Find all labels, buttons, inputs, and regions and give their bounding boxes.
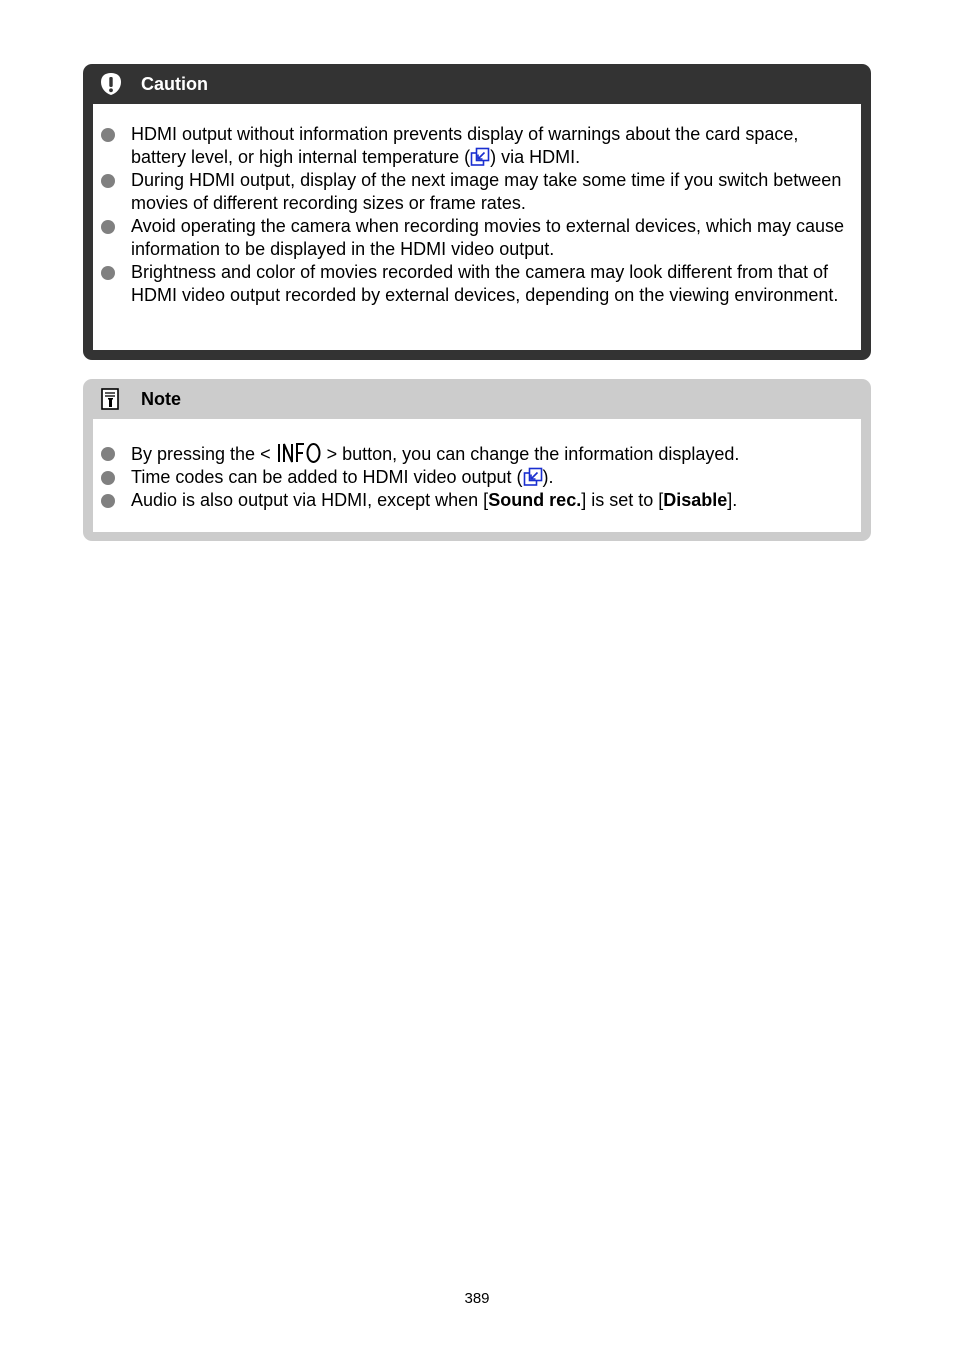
bullet-icon — [101, 447, 115, 461]
list-item: By pressing the < > button, you can change the information displayed. — [93, 442, 861, 466]
caution-body — [93, 104, 861, 350]
caution-box — [83, 64, 871, 360]
bullet-icon — [101, 128, 115, 142]
menu-setting-disable: Disable — [663, 490, 728, 510]
list-item: Avoid operating the camera when recording movies to external devices, which may cause information to be displayed in the HDMI video output. — [93, 215, 861, 261]
note-list — [93, 442, 861, 512]
note-header — [83, 379, 871, 419]
caution-title: Caution — [141, 73, 208, 94]
bullet-icon — [101, 174, 115, 188]
list-item: Audio is also output via HDMI, except when [Sound rec.] is set to [Disable]. — [93, 489, 861, 512]
page-number: 389 — [464, 1290, 490, 1307]
page-reference-link[interactable] — [470, 147, 490, 167]
caution-list — [93, 123, 861, 307]
menu-setting-sound-rec: Sound rec. — [488, 490, 582, 510]
list-item: Time codes can be added to HDMI video output ( ). — [93, 466, 861, 489]
bullet-icon — [101, 220, 115, 234]
list-item: Brightness and color of movies recorded with the camera may look different from that of HDMI video output recorded by external devices, depending on the viewing environment. — [93, 261, 861, 307]
list-item: During HDMI output, display of the next image may take some time if you switch between movies of different recording sizes or frame rates. — [93, 169, 861, 215]
bullet-icon — [101, 494, 115, 508]
page-link-icon — [523, 467, 543, 487]
note-body — [93, 419, 861, 532]
info-button-icon — [276, 442, 322, 464]
caution-header — [83, 64, 871, 104]
memo-icon — [99, 387, 123, 411]
note-box — [83, 379, 871, 541]
note-title: Note — [141, 388, 181, 409]
list-item: HDMI output without information prevents display of warnings about the card space, battery level, or high internal temperature ( ) via HDMI. — [93, 123, 861, 169]
bullet-icon — [101, 266, 115, 280]
exclamation-shield-icon — [99, 72, 123, 96]
page-link-icon — [470, 147, 490, 167]
page-reference-link[interactable] — [523, 467, 543, 487]
bullet-icon — [101, 471, 115, 485]
